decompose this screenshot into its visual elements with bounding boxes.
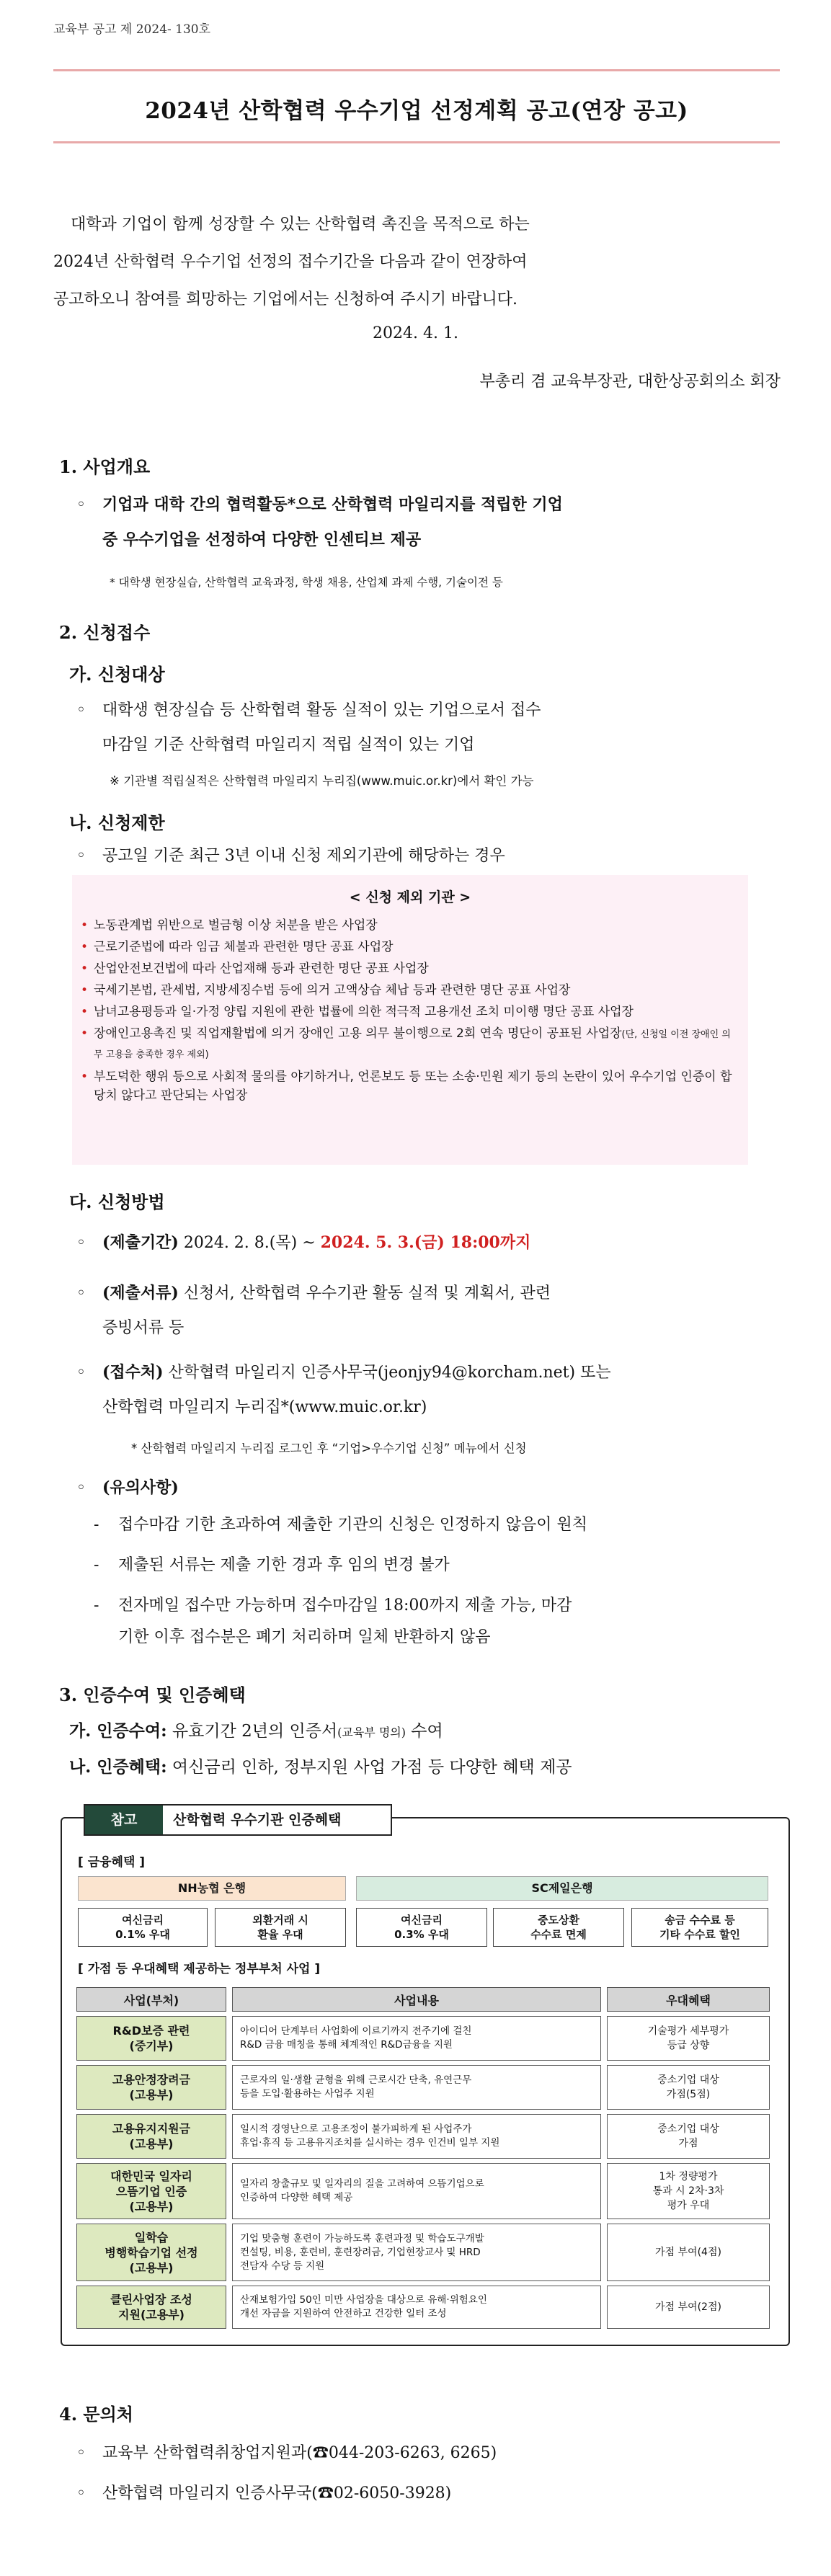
benefit-chip: 여신금리 0.3% 우대 xyxy=(356,1908,487,1947)
bullet-text: 중 우수기업을 선정하여 다양한 인센티브 제공 xyxy=(102,530,422,549)
program-benefit: 중소기업 대상 가점(5점) xyxy=(607,2065,770,2110)
program-name: 고용유지지원금 (고용부) xyxy=(76,2114,226,2159)
subsection-a-heading: 가. 신청대상 xyxy=(69,664,165,685)
column-header: 사업내용 xyxy=(232,1987,601,2012)
red-bullet-icon: • xyxy=(81,1005,89,1019)
program-name: R&D보증 관련 (중기부) xyxy=(76,2016,226,2061)
exclusion-item: • 국세기본법, 관세법, 지방세징수법 등에 의거 고액상습 체납 등과 관련한 명단 공표 사업장 xyxy=(81,981,732,1000)
submit-office: ◦ (접수처) 산학협력 마일리지 인증사무국(jeonjy94@korcham.net) 또는 산학협력 마일리지 누리집*(www.muic.or.kr) xyxy=(76,1355,776,1425)
exclusion-note: (단, 신청일 이전 장애인 의무 고용을 충족한 경우 제외) xyxy=(94,1029,731,1060)
cautions-label: ◦ (유의사항) xyxy=(76,1470,776,1506)
notice-date: 2024. 4. 1. xyxy=(373,324,458,342)
section-3-heading: 3. 인증수여 및 인증혜택 xyxy=(59,1684,246,1705)
bullet-text: 마감일 기준 산학협력 마일리지 적립 실적이 있는 기업 xyxy=(102,736,475,754)
exclusion-item: • 부도덕한 행위 등으로 사회적 물의를 야기하거나, 언론보도 등 또는 소송·민원 제기 등의 논란이 있어 우수기업 인증이 합당치 않다고 판단되는 사업장 xyxy=(81,1067,732,1105)
submit-documents: ◦ (제출서류) 신청서, 산학협력 우수기관 활동 실적 및 계획서, 관련 증빙서류 등 xyxy=(76,1276,776,1346)
exclusion-box xyxy=(72,875,748,1165)
program-content: 일자리 창출규모 및 일자리의 질을 고려하여 으뜸기업으로 인증하여 다양한 혜택 제공 xyxy=(232,2163,601,2219)
cert-award: 가. 인증수여: 유효기간 2년의 인증서(교육부 명의) 수여 xyxy=(69,1721,443,1741)
title-rule xyxy=(53,141,780,143)
program-name: 고용안정장려금 (고용부) xyxy=(76,2065,226,2110)
column-header: 사업(부처) xyxy=(76,1987,226,2012)
benefit-chip: 여신금리 0.1% 우대 xyxy=(78,1908,208,1947)
red-bullet-icon: • xyxy=(81,918,89,933)
benefit-chip: 송금 수수료 등 기타 수수료 할인 xyxy=(631,1908,768,1947)
notice-signer: 부총리 겸 교육부장관, 대한상공회의소 회장 xyxy=(479,373,781,391)
program-benefit: 1차 정량평가 통과 시 2차·3차 평가 우대 xyxy=(607,2163,770,2219)
intro-line: 2024년 산학협력 우수기업 선정의 접수기간을 다음과 같이 연장하여 xyxy=(53,253,528,271)
reference-tag: 참고 xyxy=(85,1806,163,1834)
bullet-mark: ◦ xyxy=(76,1284,86,1302)
exclusion-list xyxy=(72,916,748,1105)
red-bullet-icon: • xyxy=(81,961,89,976)
intro-paragraph xyxy=(53,206,780,319)
program-content: 근로자의 일·생활 균형을 위해 근로시간 단축, 유연근무 등을 도입·활용하는 사업주 지원 xyxy=(232,2065,601,2110)
program-name: 일학습 병행학습기업 선정 (고용부) xyxy=(76,2224,226,2281)
reference-box xyxy=(61,1812,790,2346)
exclusion-title: < 신청 제외 기관 > xyxy=(349,889,471,905)
bullet-mark: ◦ xyxy=(76,2484,86,2502)
program-content: 기업 맞춤형 훈련이 가능하도록 훈련과정 및 학습도구개발 컨설팅, 비용, 훈련비, 훈련장려금, 기업현장교사 및 HRD 전담자 수당 등 지원 xyxy=(232,2224,601,2281)
exclusion-item: • 남녀고용평등과 일·가정 양립 지원에 관한 법률에 의한 적극적 고용개선 조치 미이행 명단 공표 사업장 xyxy=(81,1003,732,1021)
column-header: 우대혜택 xyxy=(607,1987,770,2012)
subsection-c-heading: 다. 신청방법 xyxy=(69,1191,165,1212)
intro-line: 대학과 기업이 함께 성장할 수 있는 산학협력 촉진을 목적으로 하는 xyxy=(71,216,530,234)
page-title: 2024년 산학협력 우수기업 선정계획 공고(연장 공고) xyxy=(145,98,688,124)
benefit-chip: 외환거래 시 환율 우대 xyxy=(215,1908,346,1947)
submit-period: ◦ (제출기간) 2024. 2. 8.(목) ~ 2024. 5. 3.(금) 18:00까지 xyxy=(76,1225,776,1261)
program-content: 일시적 경영난으로 고용조정이 불가피하게 된 사업주가 휴업·휴직 등 고용유지조치를 실시하는 경우 인건비 일부 지원 xyxy=(232,2114,601,2159)
program-name: 대한민국 일자리 으뜸기업 인증 (고용부) xyxy=(76,2163,226,2219)
gov-program-table xyxy=(76,1983,770,2333)
table-row xyxy=(76,2016,770,2061)
subsection-b-heading: 나. 신청제한 xyxy=(69,812,165,833)
red-bullet-icon: • xyxy=(81,1026,89,1041)
bank-nh: NH농협 은행 xyxy=(78,1876,346,1901)
section-1-bullet xyxy=(76,487,776,558)
program-benefit: 중소기업 대상 가점 xyxy=(607,2114,770,2159)
subsection-a-note: ※ 기관별 적립실적은 산학협력 마일리지 누리집(www.muic.or.kr)에서 확인 가능 xyxy=(110,774,534,788)
red-bullet-icon: • xyxy=(81,983,89,998)
red-bullet-icon: • xyxy=(81,940,89,954)
cert-benefit: 나. 인증혜택: 여신금리 인하, 정부지원 사업 가점 등 다양한 혜택 제공 xyxy=(69,1757,572,1777)
program-benefit: 가점 부여(4점) xyxy=(607,2224,770,2281)
program-content: 아이디어 단계부터 사업화에 이르기까지 전주기에 걸친 R&D 금융 매칭을 통해 체계적인 R&D금융을 지원 xyxy=(232,2016,601,2061)
subsection-b-bullet xyxy=(76,839,776,874)
table-row xyxy=(76,2065,770,2110)
table-row xyxy=(76,2224,770,2281)
exclusion-item: • 노동관계법 위반으로 벌금형 이상 처분을 받은 사업장 xyxy=(81,916,732,935)
bullet-text: 대학생 현장실습 등 산학협력 활동 실적이 있는 기업으로서 접수 xyxy=(102,701,541,719)
finance-benefit-label: [ 금융혜택 ] xyxy=(78,1855,146,1870)
benefit-chip: 중도상환 수수료 면제 xyxy=(493,1908,624,1947)
program-name: 클린사업장 조성 지원(고용부) xyxy=(76,2286,226,2329)
caution-item: - 전자메일 접수만 가능하며 접수마감일 18:00까지 제출 가능, 마감 기한 이후 접수분은 폐기 처리하며 일체 반환하지 않음 xyxy=(94,1596,572,1646)
table-row xyxy=(76,2286,770,2329)
section-1-heading: 1. 사업개요 xyxy=(59,456,151,477)
exclusion-item: • 산업안전보건법에 따라 산업재해 등과 관련한 명단 공표 사업장 xyxy=(81,959,732,978)
caution-item: - 제출된 서류는 제출 기한 경과 후 임의 변경 불가 xyxy=(94,1556,450,1574)
bullet-mark: ◦ xyxy=(76,1234,86,1252)
reference-title: 산학협력 우수기관 인증혜택 xyxy=(173,1812,342,1828)
bullet-mark: ◦ xyxy=(76,1364,86,1382)
intro-line: 공고하오니 참여를 희망하는 기업에서는 신청하여 주시기 바랍니다. xyxy=(53,290,518,308)
section-2-heading: 2. 신청접수 xyxy=(59,622,151,643)
top-rule xyxy=(53,69,780,71)
section-1-note: * 대학생 현장실습, 산학협력 교육과정, 학생 채용, 산업체 과제 수행, 기술이전 등 xyxy=(110,576,503,589)
bullet-mark: ◦ xyxy=(76,2444,86,2462)
table-header-row xyxy=(76,1987,770,2012)
exclusion-item: • 장애인고용촉진 및 직업재활법에 의거 장애인 고용 의무 불이행으로 2회 연속 명단이 공표된 사업장(단, 신청일 이전 장애인 의무 고용을 충족한 경우 제외) xyxy=(81,1024,732,1065)
bullet-mark: ◦ xyxy=(76,496,86,514)
contact-item: ◦ 교육부 산학협력취창업지원과(☎044-203-6263, 6265) xyxy=(76,2436,776,2471)
table-row xyxy=(76,2114,770,2159)
gov-benefit-label: [ 가점 등 우대혜택 제공하는 정부부처 사업 ] xyxy=(78,1962,321,1976)
bullet-text: 공고일 기준 최근 3년 이내 신청 제외기관에 해당하는 경우 xyxy=(102,847,505,865)
contact-item: ◦ 산학협력 마일리지 인증사무국(☎02-6050-3928) xyxy=(76,2477,776,2511)
program-benefit: 기술평가 세부평가 등급 상향 xyxy=(607,2016,770,2061)
bullet-mark: ◦ xyxy=(76,1479,86,1497)
submit-office-note: * 산학협력 마일리지 누리집 로그인 후 “기업>우수기업 신청” 메뉴에서 신청 xyxy=(131,1442,527,1455)
program-benefit: 가점 부여(2점) xyxy=(607,2286,770,2329)
exclusion-item: • 근로기준법에 따라 임금 체불과 관련한 명단 공표 사업장 xyxy=(81,938,732,956)
bullet-mark: ◦ xyxy=(76,701,86,719)
red-bullet-icon: • xyxy=(81,1070,89,1084)
bank-sc: SC제일은행 xyxy=(356,1876,768,1901)
program-content: 산재보험가입 50인 미만 사업장을 대상으로 유해·위험요인 개선 자금을 지원하여 안전하고 건강한 일터 조성 xyxy=(232,2286,601,2329)
reference-tab xyxy=(84,1804,392,1836)
subsection-a-bullet xyxy=(76,693,776,763)
caution-item: - 접수마감 기한 초과하여 제출한 기관의 신청은 인정하지 않음이 원칙 xyxy=(94,1516,588,1534)
notice-serial: 교육부 공고 제 2024- 130호 xyxy=(53,22,211,37)
table-row xyxy=(76,2163,770,2219)
bullet-mark: ◦ xyxy=(76,847,86,865)
section-4-heading: 4. 문의처 xyxy=(59,2404,133,2425)
bullet-text: 기업과 대학 간의 협력활동*으로 산학협력 마일리지를 적립한 기업 xyxy=(102,495,563,514)
